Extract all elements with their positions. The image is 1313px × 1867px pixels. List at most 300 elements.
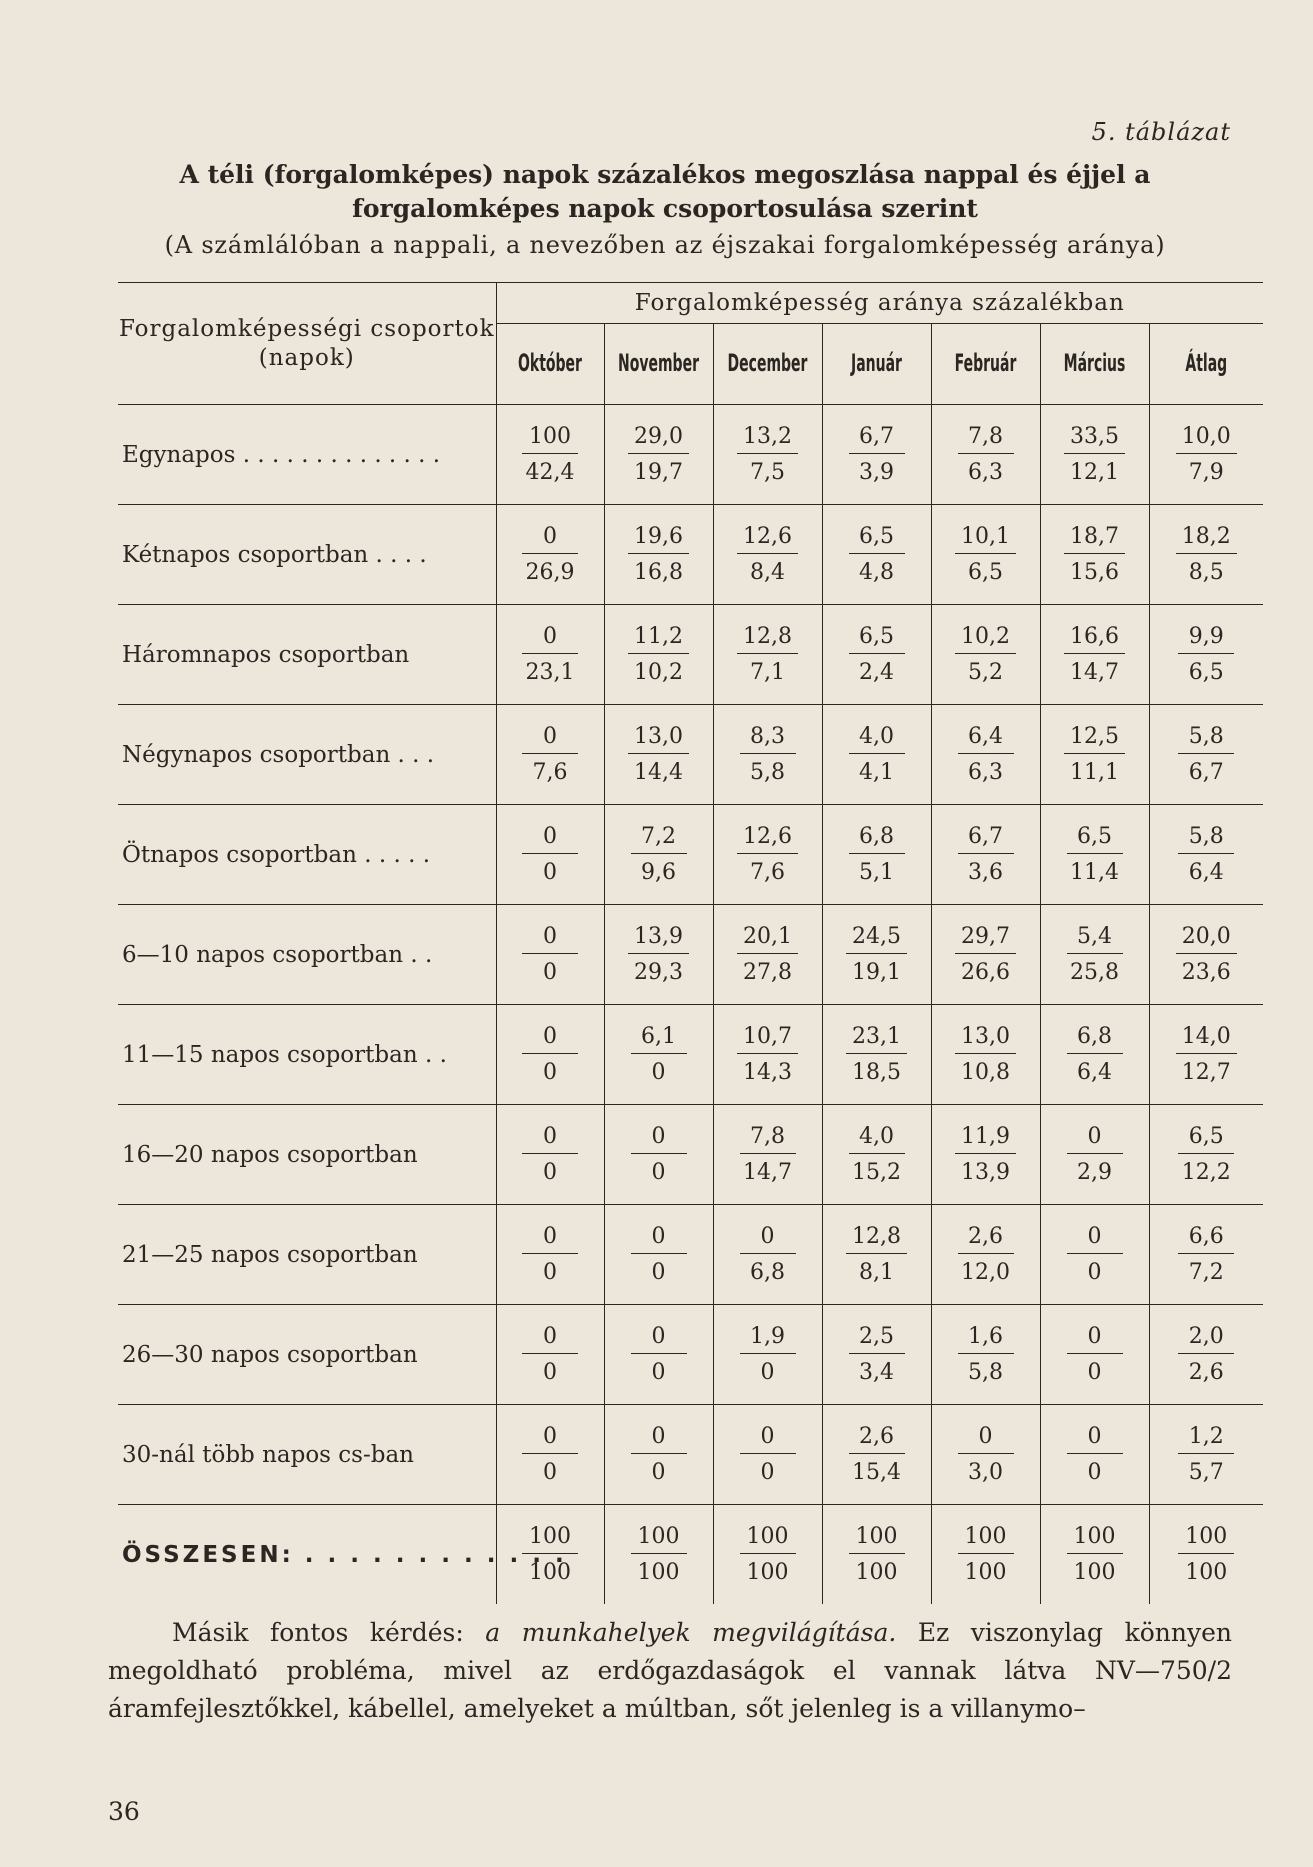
day-share-numerator: 0 — [631, 1224, 687, 1254]
fraction — [740, 1424, 796, 1485]
night-share-denominator: 3,0 — [968, 1460, 1003, 1485]
value-cell — [1149, 1205, 1263, 1305]
night-share-denominator: 0 — [543, 860, 557, 885]
value-cell — [1149, 1305, 1263, 1405]
night-share-denominator: 5,2 — [967, 660, 1003, 685]
night-share-denominator: 0 — [543, 1360, 557, 1385]
value-cell — [1040, 505, 1149, 605]
fraction — [1178, 1224, 1234, 1285]
day-share-numerator: 6,5 — [849, 624, 905, 654]
day-share-numerator: 0 — [522, 624, 578, 654]
night-share-denominator: 10,2 — [634, 660, 683, 685]
fraction — [522, 1224, 578, 1285]
day-share-numerator: 5,8 — [1178, 824, 1234, 854]
night-share-denominator: 23,6 — [1181, 960, 1231, 985]
fraction — [522, 924, 578, 985]
night-share-denominator: 14,4 — [634, 760, 683, 785]
night-share-denominator: 0 — [1087, 1360, 1102, 1385]
night-share-denominator: 0 — [651, 1160, 666, 1185]
fraction — [958, 1424, 1014, 1485]
value-cell — [931, 505, 1040, 605]
table-row — [118, 805, 1263, 905]
value-cell — [496, 1005, 604, 1105]
night-share-denominator: 100 — [1185, 1560, 1228, 1585]
value-cell — [931, 605, 1040, 705]
night-share-denominator: 13,9 — [961, 1160, 1010, 1185]
value-cell — [931, 1105, 1040, 1205]
day-share-numerator: 20,1 — [737, 924, 798, 954]
value-cell — [604, 1205, 713, 1305]
day-share-numerator: 29,7 — [955, 924, 1016, 954]
fraction — [628, 524, 689, 585]
fraction — [631, 824, 687, 885]
night-share-denominator: 15,6 — [1070, 560, 1119, 585]
night-share-denominator: 26,6 — [961, 960, 1010, 985]
day-share-numerator: 5,4 — [1067, 924, 1123, 954]
night-share-denominator: 12,7 — [1181, 1060, 1231, 1085]
row-category: 16—20 napos csoportban — [118, 1105, 496, 1205]
month-header — [1149, 324, 1263, 405]
value-cell — [713, 605, 822, 705]
value-cell — [713, 805, 822, 905]
day-share-numerator: 0 — [631, 1424, 687, 1454]
day-share-numerator: 19,6 — [628, 524, 689, 554]
table-row — [118, 1105, 1263, 1205]
day-share-numerator: 6,5 — [849, 524, 905, 554]
night-share-denominator: 6,4 — [1188, 860, 1224, 885]
night-share-denominator: 12,0 — [961, 1260, 1010, 1285]
value-cell — [931, 905, 1040, 1005]
fraction — [737, 924, 798, 985]
day-share-numerator: 12,6 — [737, 824, 798, 854]
day-share-numerator: 6,7 — [958, 824, 1014, 854]
value-cell — [822, 1105, 931, 1205]
value-cell — [496, 505, 604, 605]
fraction — [849, 624, 905, 685]
night-share-denominator: 3,4 — [859, 1360, 894, 1385]
row-category: ÖSSZESEN: . . . . . . . . . . . . — [118, 1505, 496, 1605]
value-cell — [931, 705, 1040, 805]
fraction — [849, 1424, 905, 1485]
value-cell — [822, 805, 931, 905]
night-share-denominator: 6,5 — [967, 560, 1003, 585]
night-share-denominator: 8,4 — [749, 560, 785, 585]
value-cell — [604, 405, 713, 505]
fraction — [849, 824, 905, 885]
value-cell — [604, 1505, 713, 1605]
night-share-denominator: 14,3 — [743, 1060, 792, 1085]
night-share-denominator: 5,8 — [968, 1360, 1003, 1385]
day-share-numerator: 6,8 — [1067, 1024, 1123, 1054]
day-share-numerator: 20,0 — [1176, 924, 1237, 954]
fraction — [1064, 424, 1125, 485]
day-share-numerator: 1,2 — [1178, 1424, 1234, 1454]
fraction — [849, 1524, 905, 1585]
fraction — [522, 724, 578, 785]
value-cell — [1149, 505, 1263, 605]
fraction — [737, 424, 798, 485]
fraction — [955, 624, 1016, 685]
night-share-denominator: 2,9 — [1077, 1160, 1112, 1185]
day-share-numerator: 6,1 — [631, 1024, 687, 1054]
value-cell — [931, 1505, 1040, 1605]
fraction — [849, 524, 905, 585]
day-share-numerator: 0 — [740, 1224, 796, 1254]
row-category: Kétnapos csoportban . . . . — [118, 505, 496, 605]
page-number: 36 — [108, 1797, 140, 1826]
value-cell — [822, 505, 931, 605]
day-share-numerator: 0 — [522, 1024, 578, 1054]
day-share-numerator: 100 — [522, 1524, 578, 1554]
table-row — [118, 1305, 1263, 1405]
table-row — [118, 705, 1263, 805]
value-cell — [1040, 705, 1149, 805]
data-table — [118, 282, 1263, 1604]
fraction — [1064, 724, 1125, 785]
table-row — [118, 505, 1263, 605]
day-share-numerator: 0 — [631, 1324, 687, 1354]
night-share-denominator: 0 — [1087, 1460, 1102, 1485]
value-cell — [1149, 1505, 1263, 1605]
day-share-numerator: 0 — [522, 1424, 578, 1454]
fraction — [740, 1224, 796, 1285]
fraction — [849, 424, 905, 485]
value-cell — [496, 805, 604, 905]
value-cell — [496, 1105, 604, 1205]
fraction — [522, 524, 578, 585]
month-header-label: December — [727, 350, 808, 378]
day-share-numerator: 14,0 — [1176, 1024, 1237, 1054]
night-share-denominator: 7,9 — [1188, 460, 1224, 485]
night-share-denominator: 3,6 — [968, 860, 1003, 885]
night-share-denominator: 2,4 — [859, 660, 894, 685]
fraction — [1178, 1124, 1234, 1185]
day-share-numerator: 12,8 — [846, 1224, 907, 1254]
day-share-numerator: 0 — [522, 1224, 578, 1254]
day-share-numerator: 0 — [1067, 1124, 1123, 1154]
day-share-numerator: 100 — [958, 1524, 1014, 1554]
day-share-numerator: 7,8 — [740, 1124, 796, 1154]
table-row — [118, 605, 1263, 705]
row-category: Háromnapos csoportban — [118, 605, 496, 705]
day-share-numerator: 12,6 — [737, 524, 798, 554]
night-share-denominator: 100 — [637, 1560, 680, 1585]
month-header-label: Átlag — [1185, 350, 1228, 378]
night-share-denominator: 0 — [651, 1060, 666, 1085]
value-cell — [822, 1005, 931, 1105]
value-cell — [1040, 805, 1149, 905]
night-share-denominator: 6,8 — [750, 1260, 785, 1285]
day-share-numerator: 12,8 — [737, 624, 798, 654]
value-cell — [713, 1205, 822, 1305]
day-share-numerator: 10,0 — [1176, 424, 1237, 454]
day-share-numerator: 0 — [522, 924, 578, 954]
fraction — [1178, 724, 1234, 785]
table-row — [118, 1005, 1263, 1105]
day-share-numerator: 6,5 — [1178, 1124, 1234, 1154]
month-header — [496, 324, 604, 405]
value-cell — [604, 905, 713, 1005]
value-cell — [496, 605, 604, 705]
value-cell — [931, 805, 1040, 905]
fraction — [628, 624, 689, 685]
fraction — [1178, 1424, 1234, 1485]
day-share-numerator: 10,2 — [955, 624, 1016, 654]
row-category: 11—15 napos csoportban . . — [118, 1005, 496, 1105]
value-cell — [713, 905, 822, 1005]
fraction — [958, 1524, 1014, 1585]
night-share-denominator: 15,4 — [852, 1460, 901, 1485]
value-cell — [1149, 405, 1263, 505]
value-cell — [822, 1305, 931, 1405]
day-share-numerator: 23,1 — [846, 1024, 907, 1054]
table-row — [118, 1405, 1263, 1505]
value-cell — [604, 505, 713, 605]
value-cell — [822, 605, 931, 705]
value-cell — [1149, 905, 1263, 1005]
day-share-numerator: 10,1 — [955, 524, 1016, 554]
group-column-header: Forgalomképességi csoportok (napok) — [118, 283, 496, 405]
value-cell — [713, 1105, 822, 1205]
night-share-denominator: 4,8 — [859, 560, 894, 585]
row-category: 6—10 napos csoportban . . — [118, 905, 496, 1005]
night-share-denominator: 6,3 — [968, 760, 1003, 785]
fraction — [628, 424, 689, 485]
day-share-numerator: 0 — [1067, 1224, 1123, 1254]
night-share-denominator: 14,7 — [1070, 660, 1119, 685]
night-share-denominator: 0 — [543, 1460, 557, 1485]
month-header-label: Január — [851, 350, 902, 378]
value-cell — [1040, 1205, 1149, 1305]
row-category: Egynapos . . . . . . . . . . . . . . — [118, 405, 496, 505]
table-title: A téli (forgalomképes) napok százalékos megoszlása nappal és éjjel a forgalomképes napok csoportosulása szerint — [179, 160, 1151, 223]
day-share-numerator: 0 — [1067, 1424, 1123, 1454]
night-share-denominator: 11,1 — [1070, 760, 1119, 785]
value-cell — [1149, 1405, 1263, 1505]
fraction — [958, 424, 1014, 485]
fraction — [522, 1024, 578, 1085]
table-row — [118, 405, 1263, 505]
value-cell — [496, 1205, 604, 1305]
fraction — [958, 1224, 1014, 1285]
night-share-denominator: 8,5 — [1188, 560, 1224, 585]
night-share-denominator: 7,6 — [532, 760, 568, 785]
night-share-denominator: 23,1 — [525, 660, 575, 685]
day-share-numerator: 100 — [849, 1524, 905, 1554]
day-share-numerator: 13,0 — [955, 1024, 1016, 1054]
day-share-numerator: 0 — [522, 824, 578, 854]
day-share-numerator: 9,9 — [1178, 624, 1234, 654]
fraction — [522, 1424, 578, 1485]
table-subtitle: (A számlálóban a nappali, a nevezőben az éjszakai forgalomképesség aránya) — [164, 231, 1166, 259]
fraction — [955, 924, 1016, 985]
fraction — [628, 924, 689, 985]
fraction — [631, 1424, 687, 1485]
fraction — [740, 1124, 796, 1185]
day-share-numerator: 1,6 — [958, 1324, 1014, 1354]
night-share-denominator: 0 — [651, 1360, 666, 1385]
value-cell — [931, 405, 1040, 505]
day-share-numerator: 7,2 — [631, 824, 687, 854]
table-number-label: 5. táblázat — [1091, 118, 1231, 146]
day-share-numerator: 4,0 — [849, 1124, 905, 1154]
month-header — [822, 324, 931, 405]
day-share-numerator: 7,8 — [958, 424, 1014, 454]
fraction — [740, 1524, 796, 1585]
value-cell — [1040, 1505, 1149, 1605]
value-cell — [1149, 1005, 1263, 1105]
row-category: 30-nál több napos cs-ban — [118, 1405, 496, 1505]
fraction — [846, 1224, 907, 1285]
value-cell — [604, 1405, 713, 1505]
para-rest: Ez viszonylag könnyen megoldható probléma, mivel az erdőgazdaságok el vannak látva NV—750/2 áramfejlesztőkkel, kábellel, amelyeket a múltban, sőt jelenleg is a villanymo– — [108, 1618, 1232, 1723]
day-share-numerator: 6,4 — [958, 724, 1014, 754]
fraction — [522, 424, 578, 485]
value-cell — [713, 505, 822, 605]
night-share-denominator: 27,8 — [743, 960, 792, 985]
day-share-numerator: 2,0 — [1178, 1324, 1234, 1354]
night-share-denominator: 7,6 — [749, 860, 785, 885]
value-cell — [1149, 605, 1263, 705]
night-share-denominator: 0 — [760, 1360, 775, 1385]
day-share-numerator: 0 — [522, 524, 578, 554]
night-share-denominator: 26,9 — [525, 560, 575, 585]
table-row — [118, 905, 1263, 1005]
day-share-numerator: 0 — [631, 1124, 687, 1154]
value-cell — [931, 1405, 1040, 1505]
day-share-numerator: 0 — [958, 1424, 1014, 1454]
value-cell — [1040, 905, 1149, 1005]
value-cell — [713, 1005, 822, 1105]
fraction — [522, 1324, 578, 1385]
percentage-band-header: Forgalomképesség aránya százalékban — [496, 283, 1263, 324]
fraction — [522, 1124, 578, 1185]
row-category: Ötnapos csoportban . . . . . — [118, 805, 496, 905]
fraction — [849, 1124, 905, 1185]
month-header — [1040, 324, 1149, 405]
night-share-denominator: 11,4 — [1070, 860, 1119, 885]
value-cell — [1040, 1005, 1149, 1105]
value-cell — [1040, 1405, 1149, 1505]
night-share-denominator: 5,8 — [750, 760, 785, 785]
value-cell — [496, 1305, 604, 1405]
night-share-denominator: 0 — [1087, 1260, 1102, 1285]
fraction — [1067, 924, 1123, 985]
night-share-denominator: 12,2 — [1181, 1160, 1231, 1185]
day-share-numerator: 11,9 — [955, 1124, 1016, 1154]
fraction — [1064, 624, 1125, 685]
value-cell — [822, 705, 931, 805]
night-share-denominator: 29,3 — [634, 960, 683, 985]
value-cell — [931, 1305, 1040, 1405]
day-share-numerator: 13,2 — [737, 424, 798, 454]
day-share-numerator: 0 — [522, 724, 578, 754]
value-cell — [1040, 405, 1149, 505]
day-share-numerator: 16,6 — [1064, 624, 1125, 654]
value-cell — [604, 705, 713, 805]
day-share-numerator: 100 — [1067, 1524, 1123, 1554]
night-share-denominator: 100 — [1073, 1560, 1116, 1585]
night-share-denominator: 12,1 — [1070, 460, 1119, 485]
fraction — [631, 1224, 687, 1285]
value-cell — [822, 1405, 931, 1505]
day-share-numerator: 100 — [740, 1524, 796, 1554]
fraction — [740, 724, 796, 785]
value-cell — [496, 705, 604, 805]
day-share-numerator: 6,5 — [1067, 824, 1123, 854]
night-share-denominator: 8,1 — [858, 1260, 894, 1285]
day-share-numerator: 2,6 — [958, 1224, 1014, 1254]
row-category: 21—25 napos csoportban — [118, 1205, 496, 1305]
value-cell — [1040, 1105, 1149, 1205]
value-cell — [604, 1105, 713, 1205]
night-share-denominator: 14,7 — [743, 1160, 792, 1185]
day-share-numerator: 10,7 — [737, 1024, 798, 1054]
fraction — [631, 1524, 687, 1585]
day-share-numerator: 29,0 — [628, 424, 689, 454]
row-category: 26—30 napos csoportban — [118, 1305, 496, 1405]
value-cell — [931, 1205, 1040, 1305]
night-share-denominator: 6,4 — [1077, 1060, 1112, 1085]
night-share-denominator: 5,7 — [1188, 1460, 1224, 1485]
value-cell — [604, 1305, 713, 1405]
month-header-label: Március — [1063, 350, 1126, 378]
fraction — [522, 624, 578, 685]
day-share-numerator: 4,0 — [849, 724, 905, 754]
day-share-numerator: 11,2 — [628, 624, 689, 654]
value-cell — [713, 705, 822, 805]
fraction — [1064, 524, 1125, 585]
night-share-denominator: 42,4 — [525, 460, 575, 485]
fraction — [1067, 1024, 1123, 1085]
fraction — [849, 724, 905, 785]
night-share-denominator: 19,1 — [852, 960, 901, 985]
day-share-numerator: 0 — [740, 1424, 796, 1454]
value-cell — [496, 905, 604, 1005]
night-share-denominator: 18,5 — [852, 1060, 901, 1085]
fraction — [1176, 924, 1237, 985]
night-share-denominator: 6,5 — [1188, 660, 1224, 685]
day-share-numerator: 13,9 — [628, 924, 689, 954]
fraction — [1176, 424, 1237, 485]
night-share-denominator: 100 — [746, 1560, 789, 1585]
fraction — [740, 1324, 796, 1385]
value-cell — [713, 1305, 822, 1405]
fraction — [958, 1324, 1014, 1385]
fraction — [631, 1124, 687, 1185]
night-share-denominator: 10,8 — [961, 1060, 1010, 1085]
night-share-denominator: 0 — [760, 1460, 775, 1485]
fraction — [1067, 1224, 1123, 1285]
para-lead: Másik fontos kérdés: — [172, 1618, 486, 1647]
fraction — [1067, 824, 1123, 885]
fraction — [522, 824, 578, 885]
fraction — [631, 1024, 687, 1085]
night-share-denominator: 0 — [651, 1460, 666, 1485]
fraction — [846, 1024, 907, 1085]
night-share-denominator: 100 — [964, 1560, 1007, 1585]
value-cell — [713, 1505, 822, 1605]
para-emphasis: a munkahelyek megvilágítása. — [485, 1618, 897, 1647]
fraction — [522, 1524, 578, 1585]
fraction — [958, 724, 1014, 785]
day-share-numerator: 100 — [1178, 1524, 1234, 1554]
fraction — [958, 824, 1014, 885]
fraction — [1176, 1024, 1237, 1085]
table-row — [118, 1505, 1263, 1605]
fraction — [1178, 824, 1234, 885]
day-share-numerator: 33,5 — [1064, 424, 1125, 454]
